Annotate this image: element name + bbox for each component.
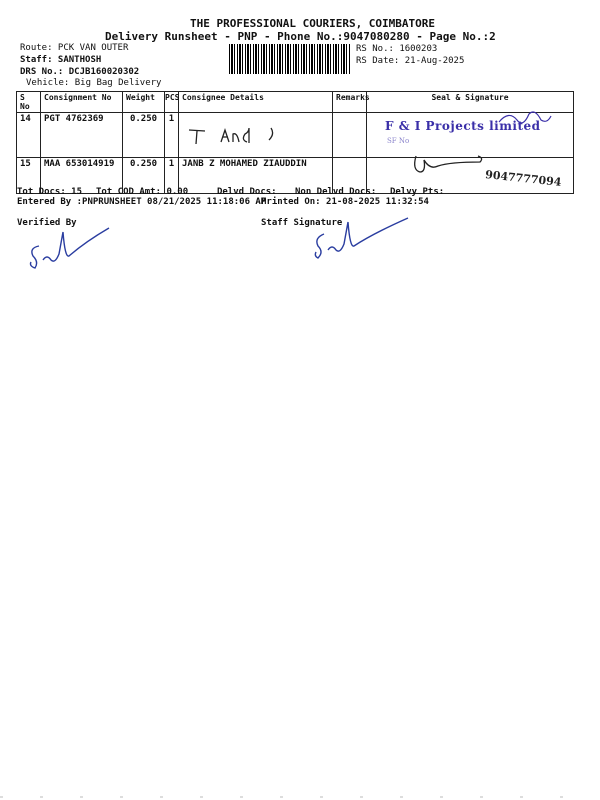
consignment-cell: PGT 4762369 xyxy=(41,113,123,158)
remarks-cell xyxy=(333,113,367,158)
rs-number: RS No.: 1600203 xyxy=(356,44,438,54)
column-header: Seal & Signature xyxy=(367,92,574,113)
drs-number: DRS No.: DCJB160020302 xyxy=(20,67,140,77)
runsheet-subtitle: Delivery Runsheet - PNP - Phone No.:9047080280 - Page No.:2 xyxy=(105,30,496,43)
staff-label: Staff: SANTHOSH xyxy=(20,55,102,65)
scan-artifact xyxy=(0,796,600,798)
sno-cell: 14 xyxy=(17,113,41,158)
company-seal-stamp: F & I Projects limited xyxy=(385,119,541,133)
handwritten-phone: 9047777094 xyxy=(484,168,563,189)
sno-cell: 15 xyxy=(17,158,41,194)
total-docs: Tot Docs: 15 xyxy=(17,187,83,197)
consignee-cell: JANB Z MOHAMED ZIAUDDIN xyxy=(179,158,333,194)
table-header-row xyxy=(17,92,574,113)
consignment-cell: MAA 653014919 xyxy=(41,158,123,194)
company-title: THE PROFESSIONAL COURIERS, COIMBATORE xyxy=(190,17,436,30)
pcs-cell: 1 xyxy=(165,113,179,158)
delivery-points: Delvy Pts: xyxy=(390,187,445,197)
staff-signature xyxy=(312,212,412,262)
column-header: Remarks xyxy=(333,92,367,113)
verified-by-signature xyxy=(25,218,115,270)
consignee-signature-14 xyxy=(185,122,295,148)
barcode-image xyxy=(229,44,351,74)
entered-by: Entered By :PNPRUNSHEET 08/21/2025 11:18:06 AM xyxy=(17,197,267,207)
printed-on: Printed On: 21-08-2025 11:32:54 xyxy=(261,197,429,207)
weight-cell: 0.250 xyxy=(123,158,165,194)
route-label: Route: PCK VAN OUTER xyxy=(20,43,129,53)
column-header: Consignee Details xyxy=(179,92,333,113)
column-header: S No xyxy=(17,92,41,113)
total-cod-amount: Tot COD Amt: 0.00 xyxy=(96,187,189,197)
rs-date: RS Date: 21-Aug-2025 xyxy=(356,56,465,66)
seal-sub-text: SF No xyxy=(387,137,410,145)
non-delivered-docs: Non Delvd Docs: xyxy=(295,187,377,197)
weight-cell: 0.250 xyxy=(123,113,165,158)
verified-by-label: Verified By xyxy=(17,218,77,228)
staff-signature-label: Staff Signature xyxy=(261,218,343,228)
delivered-docs: Delvd Docs: xyxy=(217,187,277,197)
seal-signature-14 xyxy=(495,108,555,130)
seal-signature-15 xyxy=(410,150,490,178)
column-header: Consignment No xyxy=(41,92,123,113)
vehicle-label: Vehicle: Big Bag Delivery xyxy=(26,78,162,88)
runsheet-table xyxy=(16,91,574,194)
column-header: PCS xyxy=(165,92,179,113)
pcs-cell: 1 xyxy=(165,158,179,194)
column-header: Weight xyxy=(123,92,165,113)
